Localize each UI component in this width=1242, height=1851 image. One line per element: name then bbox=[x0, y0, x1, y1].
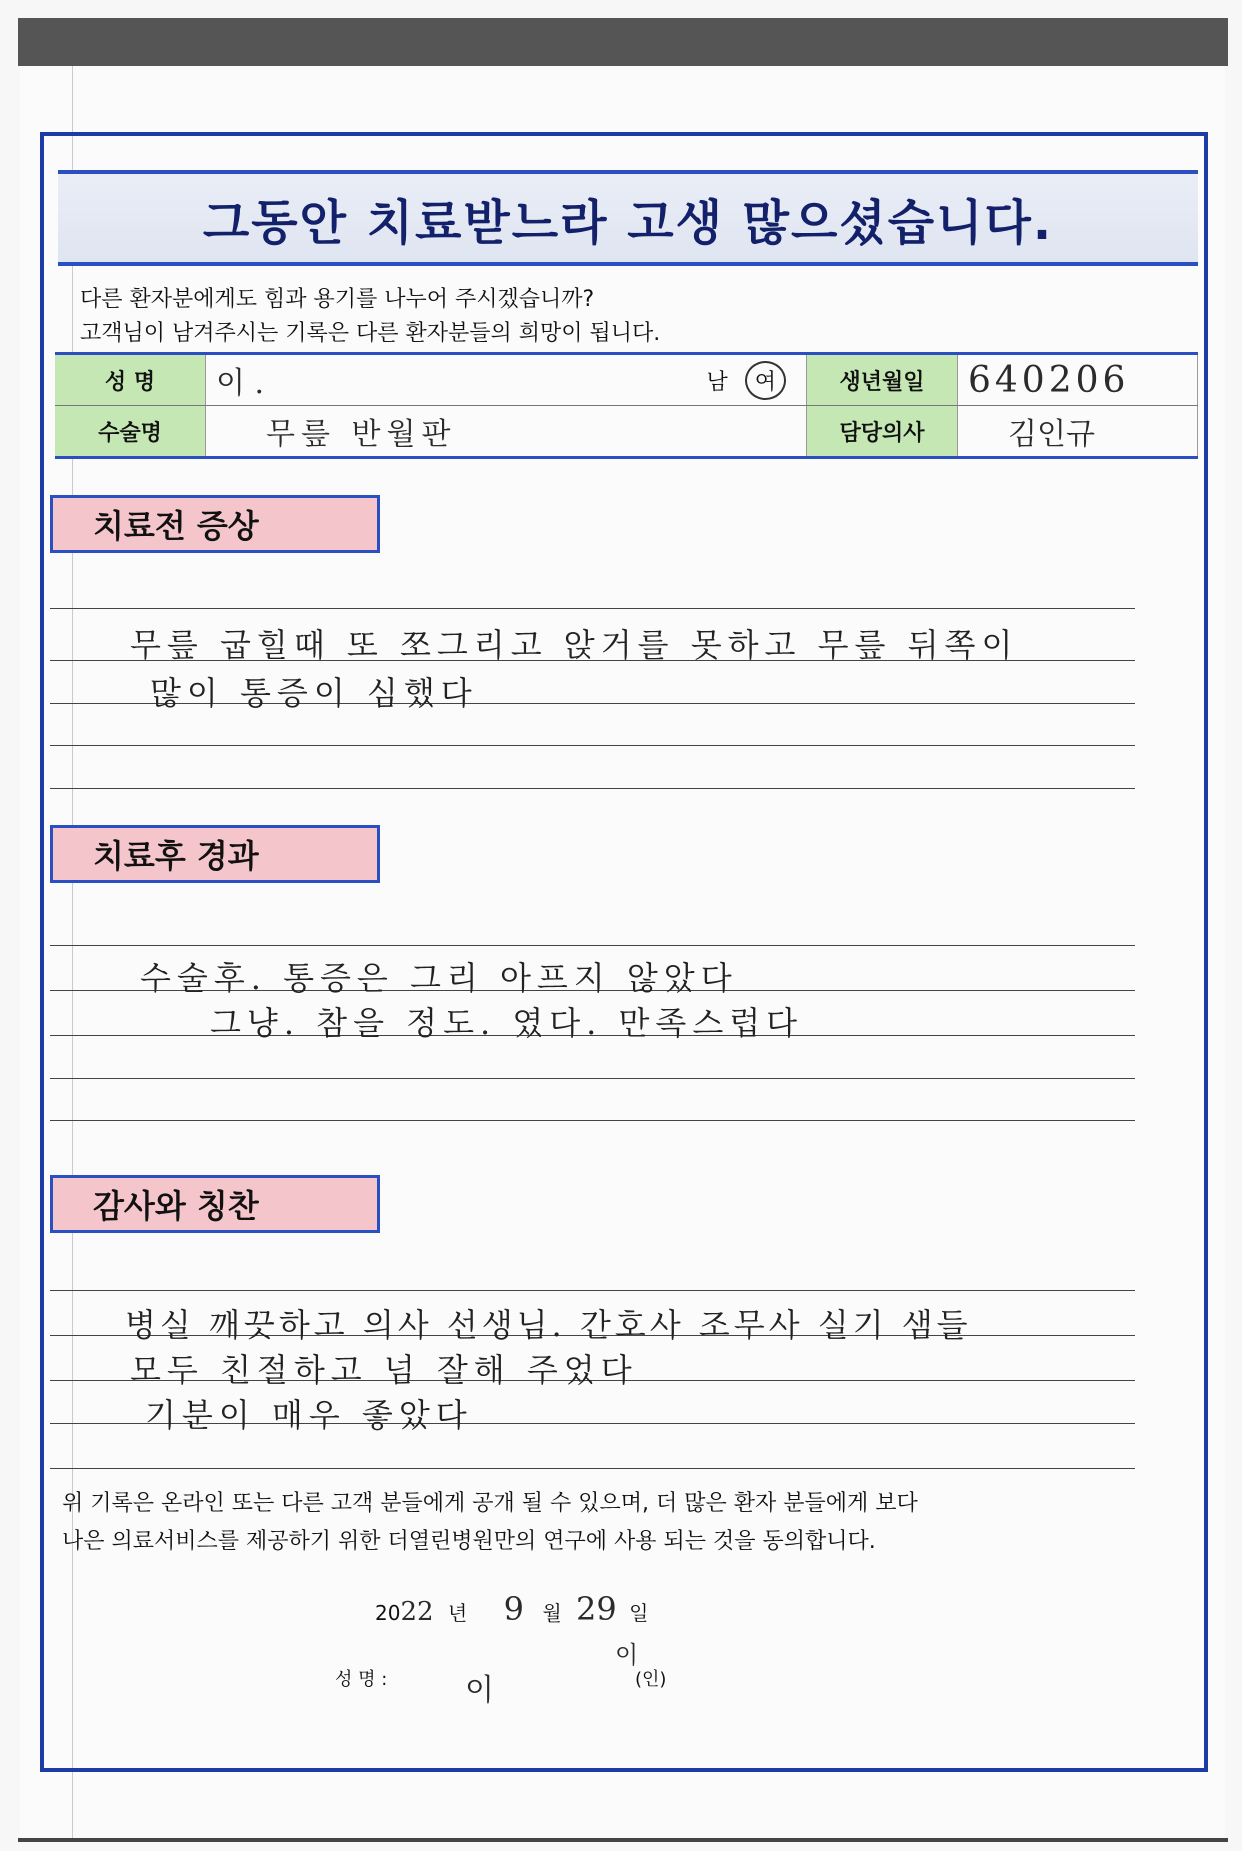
date-year-prefix: 20 bbox=[375, 1601, 401, 1625]
surgery-value: 무릎 반월판 bbox=[266, 417, 457, 452]
section-thanks-label: 감사와 칭찬 bbox=[93, 1187, 259, 1225]
date-year-label: 년 bbox=[447, 1601, 468, 1625]
patient-info-table bbox=[55, 352, 1198, 459]
before-text-line-2: 많이 통증이 심했다 bbox=[150, 674, 478, 712]
rule bbox=[50, 745, 1135, 746]
thanks-text-line-1: 병실 깨끗하고 의사 선생님. 간호사 조무사 실기 샘들 bbox=[125, 1306, 972, 1344]
page-title: 그동안 치료받느라 고생 많으셨습니다. bbox=[202, 194, 1054, 251]
surgery-label: 수술명 bbox=[55, 406, 206, 458]
consent-line-1: 위 기록은 온라인 또는 다른 고객 분들에게 공개 될 수 있으며, 더 많은 환자 분들에게 보다 bbox=[62, 1491, 918, 1516]
before-text-line-1: 무릎 굽힐때 또 쪼그리고 앉거를 못하고 무릎 뒤쪽이 bbox=[130, 626, 1019, 664]
title-banner bbox=[58, 170, 1198, 266]
section-before-header bbox=[50, 495, 380, 553]
date-month-hand: 9 bbox=[503, 1590, 524, 1628]
doctor-value: 김인규 bbox=[1008, 417, 1095, 452]
thanks-text-line-2: 모두 친절하고 넘 잘해 주었다 bbox=[130, 1351, 638, 1389]
section-before-label: 치료전 증상 bbox=[93, 507, 259, 545]
date-day-hand: 29 bbox=[576, 1590, 617, 1628]
info-row-1 bbox=[55, 354, 1198, 406]
date-year-hand: 22 bbox=[400, 1597, 434, 1627]
name-label: 성 명 bbox=[55, 354, 206, 406]
info-row-2 bbox=[55, 406, 1198, 458]
date-month-label: 월 bbox=[542, 1601, 562, 1625]
signature-name-hand: 이 bbox=[465, 1673, 494, 1708]
date-line bbox=[375, 1590, 648, 1628]
rule bbox=[50, 945, 1135, 946]
intro-line-2: 고객님이 남겨주시는 기록은 다른 환자분들의 희망이 됩니다. bbox=[80, 321, 661, 346]
signature-seal-hand: 이 bbox=[615, 1641, 639, 1669]
scan-top-bar bbox=[18, 18, 1228, 66]
after-text-line-2: 그냥. 참을 정도. 였다. 만족스럽다 bbox=[210, 1004, 804, 1042]
section-thanks-header bbox=[50, 1175, 380, 1233]
rule bbox=[50, 788, 1135, 789]
signature-label: 성 명 : bbox=[335, 1669, 388, 1690]
rule bbox=[50, 1120, 1135, 1121]
signature-seal-label: (인) bbox=[635, 1669, 667, 1690]
gender-female-circled: 여 bbox=[745, 361, 786, 400]
scan-bottom-edge bbox=[18, 1838, 1228, 1842]
rule bbox=[50, 1468, 1135, 1469]
date-day-label: 일 bbox=[629, 1601, 649, 1625]
consent-line-2: 나은 의료서비스를 제공하기 위한 더열린병원만의 연구에 사용 되는 것을 동의합니다. bbox=[62, 1529, 876, 1554]
gender-male: 남 bbox=[706, 369, 728, 395]
rule bbox=[50, 608, 1135, 609]
name-value: 이 . bbox=[216, 366, 265, 401]
rule bbox=[50, 1078, 1135, 1079]
section-after-header bbox=[50, 825, 380, 883]
dob-value: 640206 bbox=[968, 359, 1130, 401]
gender-field bbox=[616, 354, 807, 406]
section-after-label: 치료후 경과 bbox=[93, 837, 259, 875]
thanks-text-line-3: 기분이 매우 좋았다 bbox=[145, 1396, 473, 1434]
doctor-label: 담당의사 bbox=[807, 406, 958, 458]
rule bbox=[50, 1290, 1135, 1291]
after-text-line-1: 수술후. 통증은 그리 아프지 않았다 bbox=[140, 959, 738, 997]
intro-line-1: 다른 환자분에게도 힘과 용기를 나누어 주시겠습니까? bbox=[80, 287, 595, 312]
dob-label: 생년월일 bbox=[807, 354, 958, 406]
